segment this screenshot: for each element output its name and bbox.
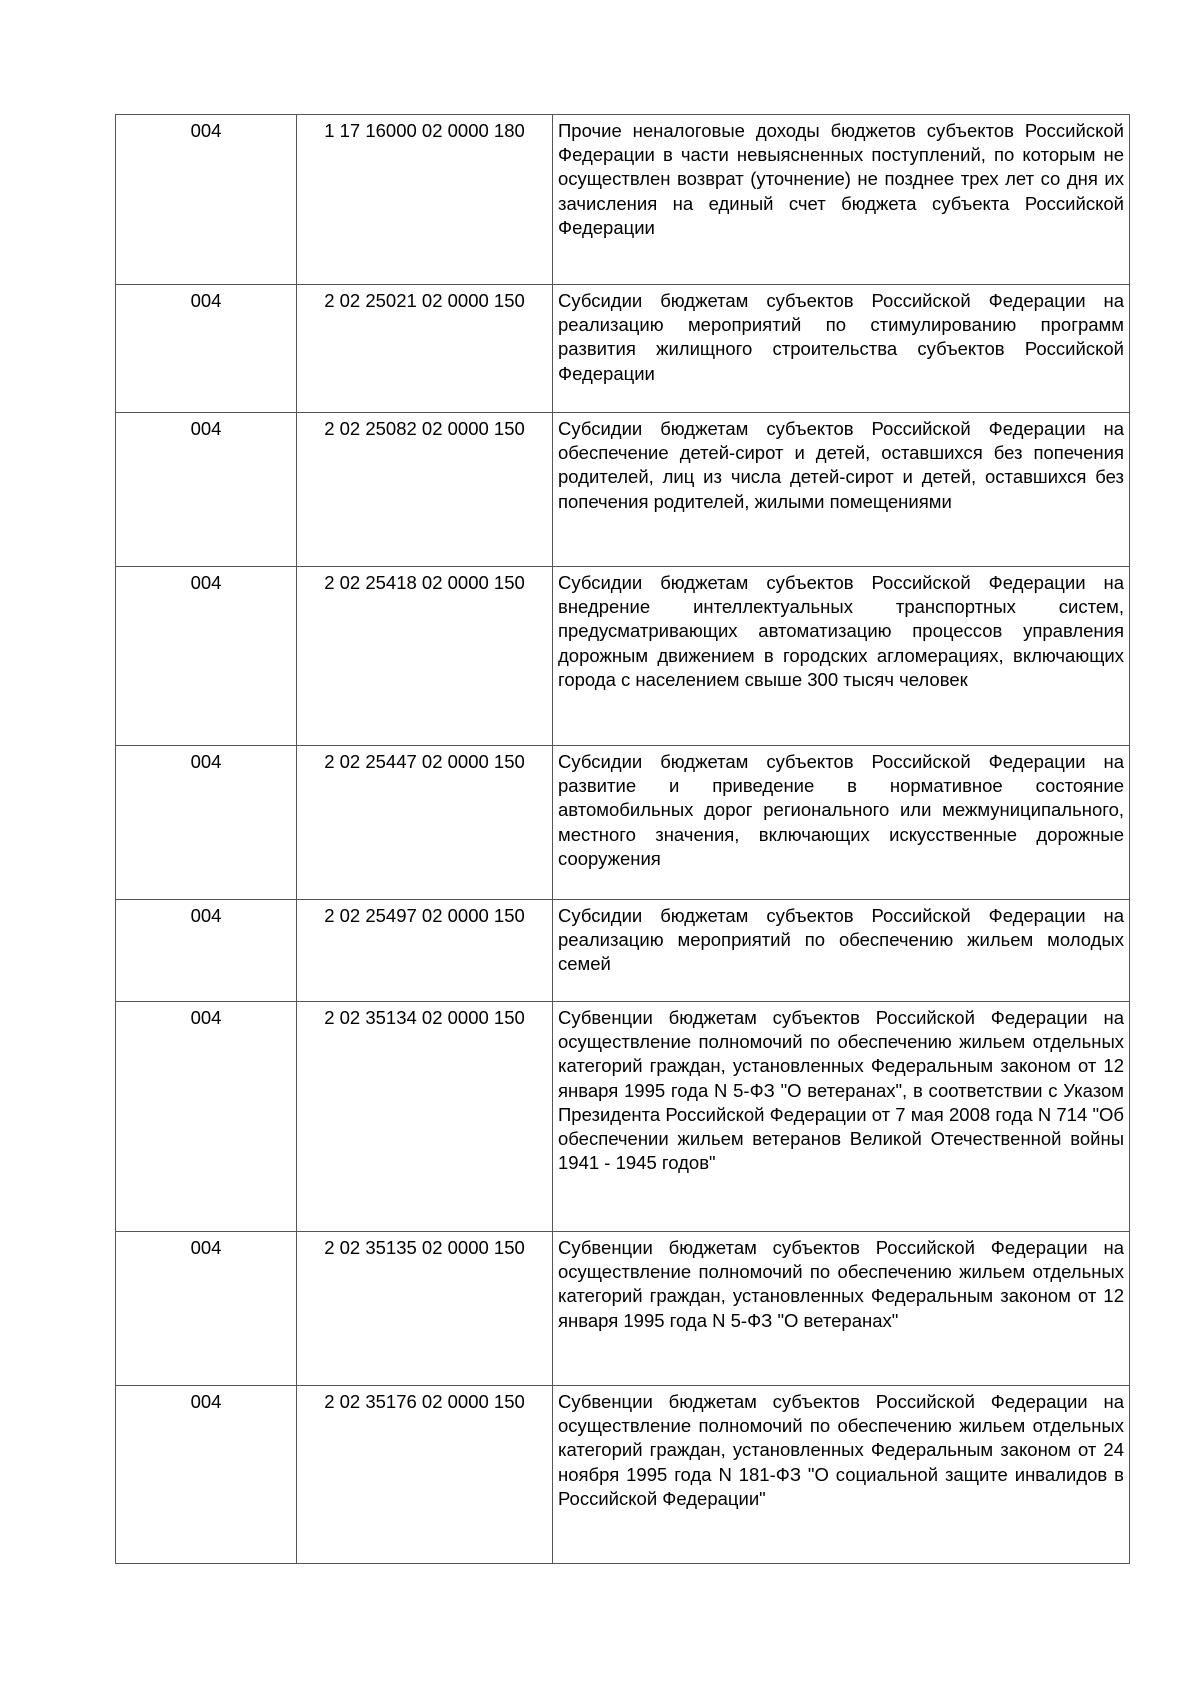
admin-code-cell: 004 [116,115,297,285]
budget-code-cell: 2 02 35176 02 0000 150 [297,1386,553,1564]
admin-code-cell: 004 [116,900,297,1002]
admin-code-cell: 004 [116,567,297,746]
admin-code-cell: 004 [116,413,297,567]
description-cell: Субсидии бюджетам субъектов Российской Федерации на развитие и приведение в нормативное состояние автомобильных дорог регионального или межмуниципального, местного значения, включающих искусственные дорожные сооружения [553,746,1130,900]
description-cell: Субвенции бюджетам субъектов Российской Федерации на осуществление полномочий по обеспечению жильем отдельных категорий граждан, установленных Федеральным законом от 24 ноября 1995 года N 181-ФЗ "О социальной защите инвалидов в Российской Федерации" [553,1386,1130,1564]
budget-code-cell: 1 17 16000 02 0000 180 [297,115,553,285]
admin-code-cell: 004 [116,1232,297,1386]
table-row [116,1002,1130,1232]
budget-classification-table [115,114,1130,1564]
description-cell: Субвенции бюджетам субъектов Российской Федерации на осуществление полномочий по обеспечению жильем отдельных категорий граждан, установленных Федеральным законом от 12 января 1995 года N 5-ФЗ "О ветеранах", в соответствии с Указом Президента Российской Федерации от 7 мая 2008 года N 714 "Об обеспечении жильем ветеранов Великой Отечественной войны 1941 - 1945 годов" [553,1002,1130,1232]
description-cell: Субсидии бюджетам субъектов Российской Федерации на внедрение интеллектуальных транспортных систем, предусматривающих автоматизацию процессов управления дорожным движением в городских агломерациях, включающих города с населением свыше 300 тысяч человек [553,567,1130,746]
table-row [116,1386,1130,1564]
description-cell: Субсидии бюджетам субъектов Российской Федерации на обеспечение детей-сирот и детей, оставшихся без попечения родителей, лиц из числа детей-сирот и детей, оставшихся без попечения родителей, жилыми помещениями [553,413,1130,567]
table-row [116,1232,1130,1386]
admin-code-cell: 004 [116,746,297,900]
admin-code-cell: 004 [116,1386,297,1564]
table-row [116,413,1130,567]
budget-code-cell: 2 02 25497 02 0000 150 [297,900,553,1002]
budget-code-cell: 2 02 35134 02 0000 150 [297,1002,553,1232]
table-row [116,746,1130,900]
admin-code-cell: 004 [116,285,297,413]
description-cell: Субсидии бюджетам субъектов Российской Федерации на реализацию мероприятий по обеспечению жильем молодых семей [553,900,1130,1002]
budget-code-cell: 2 02 35135 02 0000 150 [297,1232,553,1386]
budget-code-cell: 2 02 25082 02 0000 150 [297,413,553,567]
table-row [116,900,1130,1002]
budget-code-cell: 2 02 25021 02 0000 150 [297,285,553,413]
budget-code-cell: 2 02 25447 02 0000 150 [297,746,553,900]
description-cell: Субсидии бюджетам субъектов Российской Федерации на реализацию мероприятий по стимулированию программ развития жилищного строительства субъектов Российской Федерации [553,285,1130,413]
description-cell: Субвенции бюджетам субъектов Российской Федерации на осуществление полномочий по обеспечению жильем отдельных категорий граждан, установленных Федеральным законом от 12 января 1995 года N 5-ФЗ "О ветеранах" [553,1232,1130,1386]
table-row [116,567,1130,746]
table-row [116,115,1130,285]
description-cell: Прочие неналоговые доходы бюджетов субъектов Российской Федерации в части невыясненных поступлений, по которым не осуществлен возврат (уточнение) не позднее трех лет со дня их зачисления на единый счет бюджета субъекта Российской Федерации [553,115,1130,285]
budget-code-cell: 2 02 25418 02 0000 150 [297,567,553,746]
admin-code-cell: 004 [116,1002,297,1232]
table-row [116,285,1130,413]
